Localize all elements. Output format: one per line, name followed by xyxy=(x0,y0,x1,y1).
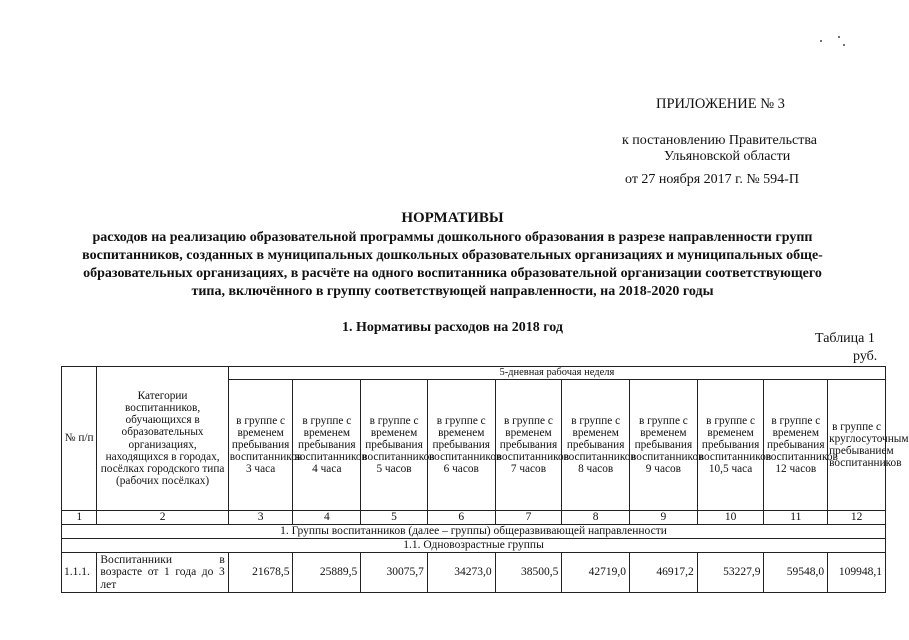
column-number: 7 xyxy=(495,511,562,525)
resolution-region: Ульяновской области xyxy=(664,149,791,164)
column-header-12-hours: в группе с временем пребывания воспитанников 12 часов xyxy=(764,380,828,511)
document-title: НОРМАТИВЫ xyxy=(401,210,504,226)
table-label: Таблица 1 xyxy=(815,331,875,346)
column-header-working-week: 5-дневная рабочая неделя xyxy=(228,367,885,380)
column-number: 12 xyxy=(828,511,886,525)
column-number: 6 xyxy=(427,511,495,525)
column-number: 11 xyxy=(764,511,828,525)
value-cell-6-hours: 34273,0 xyxy=(427,553,495,593)
value-cell-8-hours: 42719,0 xyxy=(562,553,630,593)
row-category: Воспитанники в возрасте от 1 года до 3 лет xyxy=(97,553,228,593)
document-subtitle-line-4: типа, включённого в группу соответствующей направленности, на 2018-2020 годы xyxy=(191,284,714,299)
column-header-4-hours: в группе с временем пребывания воспитанников 4 часа xyxy=(293,380,361,511)
column-header-10-5-hours: в группе с временем пребывания воспитанников 10,5 часа xyxy=(697,380,764,511)
column-header-3-hours: в группе с временем пребывания воспитанников 3 часа xyxy=(228,380,293,511)
subsection-row-single-age-groups: 1.1. Одновозрастные группы xyxy=(62,539,886,553)
column-number: 1 xyxy=(62,511,97,525)
appendix-number: ПРИЛОЖЕНИЕ № 3 xyxy=(656,96,785,112)
column-header-category: Категории воспитанников, обучающихся в образовательных организациях, находящихся в городах, посёлках городского типа (рабочих посёлках) xyxy=(97,367,228,511)
document-subtitle-line-2: воспитанников, созданных в муниципальных дошкольных образовательных организациях и муниципальных обще- xyxy=(82,248,823,263)
column-header-9-hours: в группе с временем пребывания воспитанников 9 часов xyxy=(630,380,698,511)
value-cell-5-hours: 30075,7 xyxy=(361,553,428,593)
scan-speck xyxy=(820,40,822,42)
column-header-5-hours: в группе с временем пребывания воспитанников 5 часов xyxy=(361,380,428,511)
table-row xyxy=(62,553,886,593)
resolution-date: от 27 ноября 2017 г. № 594-П xyxy=(625,172,799,187)
column-number: 10 xyxy=(697,511,764,525)
value-cell-7-hours: 38500,5 xyxy=(495,553,562,593)
scan-speck xyxy=(843,44,845,46)
column-header-6-hours: в группе с временем пребывания воспитанников 6 часов xyxy=(427,380,495,511)
scan-speck xyxy=(838,36,840,38)
column-number: 4 xyxy=(293,511,361,525)
value-cell-4-hours: 25889,5 xyxy=(293,553,361,593)
value-cell-10-5-hours: 53227,9 xyxy=(697,553,764,593)
section-row-general-groups: 1. Группы воспитанников (далее – группы) общеразвивающей направленности xyxy=(62,525,886,539)
table-unit: руб. xyxy=(853,349,878,364)
value-cell-12-hours: 59548,0 xyxy=(764,553,828,593)
column-number: 5 xyxy=(361,511,428,525)
section-title: 1. Нормативы расходов на 2018 год xyxy=(342,320,563,335)
column-header-8-hours: в группе с временем пребывания воспитанников 8 часов xyxy=(562,380,630,511)
value-cell-3-hours: 21678,5 xyxy=(228,553,293,593)
norms-table xyxy=(61,366,909,593)
column-number-row xyxy=(62,511,886,525)
value-cell-round-the-clock: 109948,1 xyxy=(828,553,886,593)
row-number: 1.1.1. xyxy=(62,553,97,593)
column-number: 9 xyxy=(630,511,698,525)
document-subtitle-line-3: образовательных организациях, в расчёте на одного воспитанника образовательной организации соответствующего xyxy=(83,266,822,281)
column-header-round-the-clock: в группе с круглосуточным пребыванием воспитанников xyxy=(828,380,886,511)
column-number: 8 xyxy=(562,511,630,525)
column-header-number: № п/п xyxy=(62,367,97,511)
column-number: 3 xyxy=(228,511,293,525)
document-subtitle-line-1: расходов на реализацию образовательной программы дошкольного образования в разрезе направленности групп xyxy=(92,230,813,245)
resolution-reference: к постановлению Правительства xyxy=(622,133,818,148)
column-number: 2 xyxy=(97,511,228,525)
column-header-7-hours: в группе с временем пребывания воспитанников 7 часов xyxy=(495,380,562,511)
value-cell-9-hours: 46917,2 xyxy=(630,553,698,593)
